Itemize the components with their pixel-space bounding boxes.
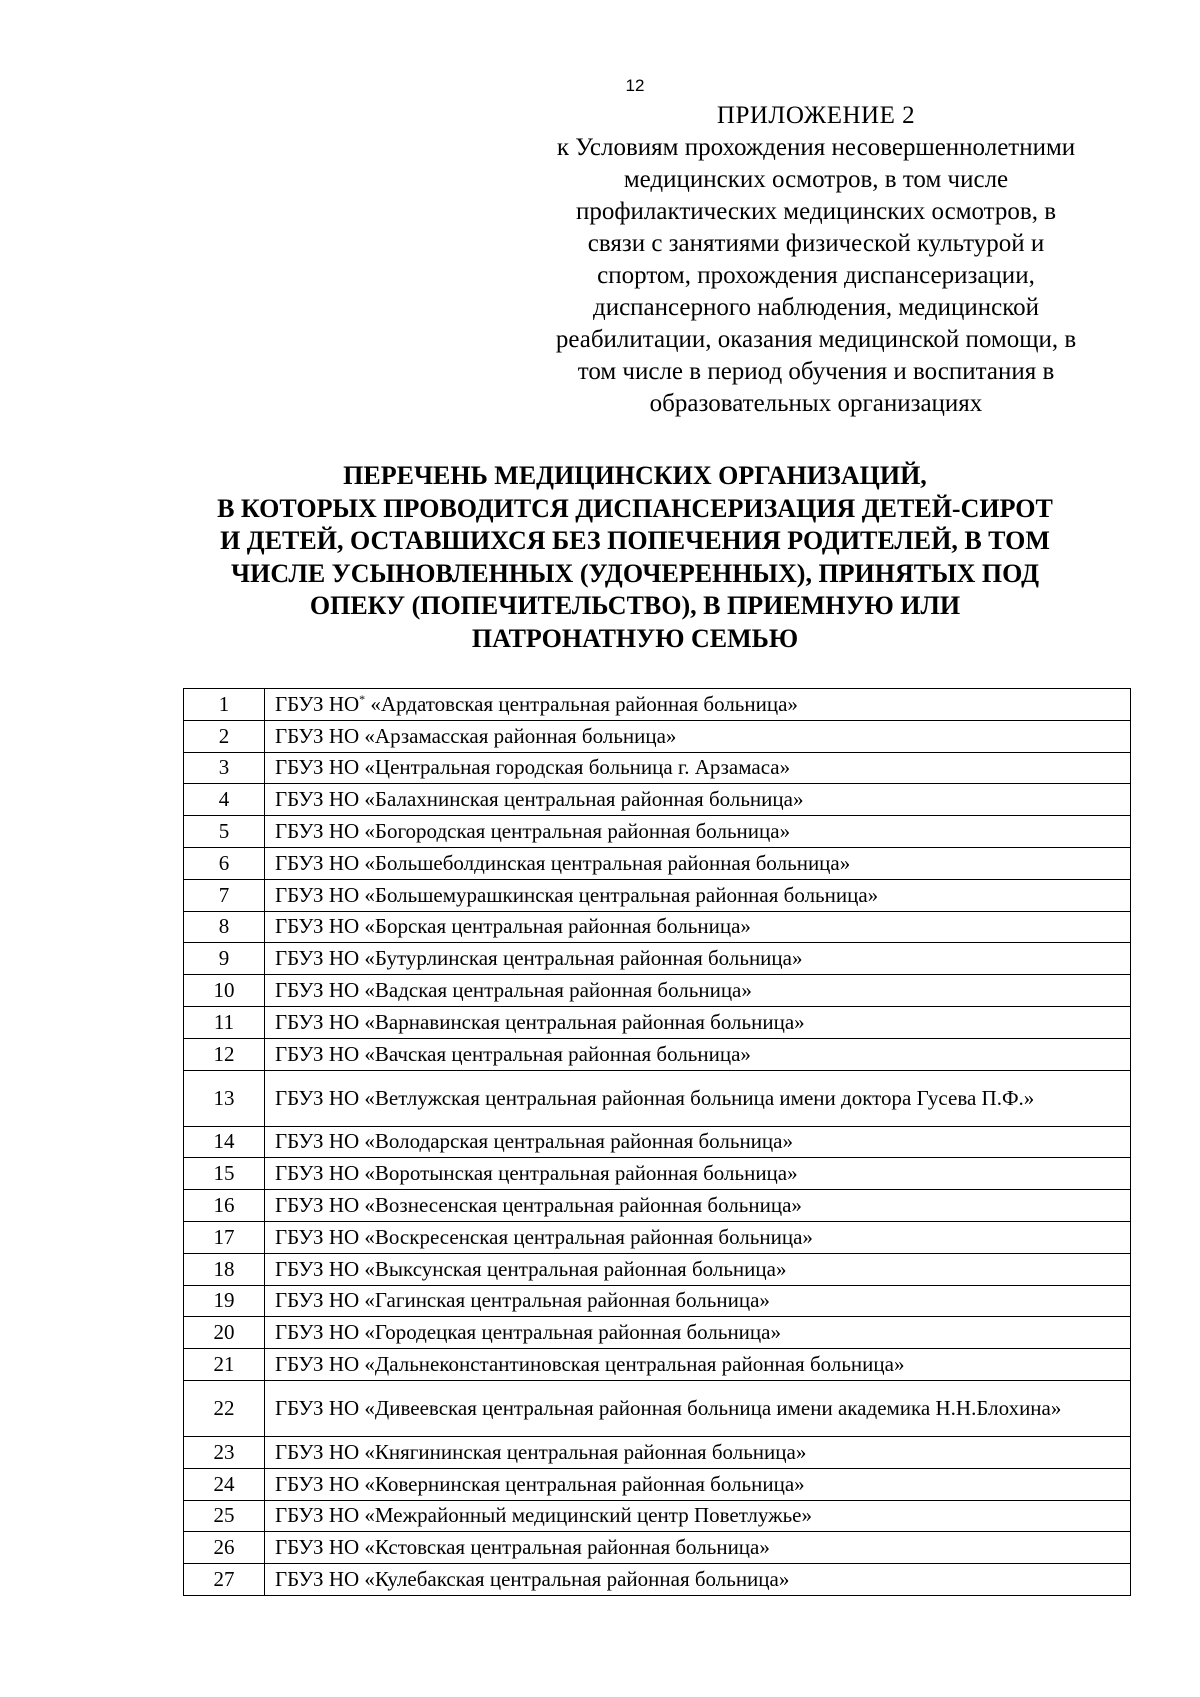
- table-row: [184, 720, 1131, 752]
- organization-name: ГБУЗ НО «Дивеевская центральная районная больница имени академика Н.Н.Блохина»: [265, 1380, 1131, 1436]
- table-row: [184, 816, 1131, 848]
- table-row: [184, 1500, 1131, 1532]
- table-row: [184, 1285, 1131, 1317]
- table-row: [184, 784, 1131, 816]
- row-number: 11: [184, 1006, 265, 1038]
- table-row: [184, 1317, 1131, 1349]
- appendix-header: [516, 100, 1116, 420]
- table-row: [184, 1038, 1131, 1070]
- appendix-title: ПРИЛОЖЕНИЕ 2: [716, 102, 916, 129]
- row-number: 26: [184, 1532, 265, 1564]
- organization-name: ГБУЗ НО «Арзамасская районная больница»: [265, 720, 1131, 752]
- organization-name: ГБУЗ НО «Володарская центральная районная больница»: [265, 1126, 1131, 1158]
- title-line: ЧИСЛЕ УСЫНОВЛЕННЫХ (УДОЧЕРЕННЫХ), ПРИНЯТЫХ ПОД: [231, 558, 1039, 588]
- appendix-line: профилактических медицинских осмотров, в: [575, 198, 1057, 225]
- organization-name: ГБУЗ НО «Вознесенская центральная районная больница»: [265, 1190, 1131, 1222]
- table-row: [184, 879, 1131, 911]
- table-row: [184, 1070, 1131, 1126]
- appendix-line: связи с занятиями физической культурой и: [587, 230, 1045, 257]
- table-row: [184, 975, 1131, 1007]
- organization-name: ГБУЗ НО «Балахнинская центральная районная больница»: [265, 784, 1131, 816]
- title-line: В КОТОРЫХ ПРОВОДИТСЯ ДИСПАНСЕРИЗАЦИЯ ДЕТЕЙ-СИРОТ: [217, 493, 1053, 523]
- title-line: И ДЕТЕЙ, ОСТАВШИХСЯ БЕЗ ПОПЕЧЕНИЯ РОДИТЕЛЕЙ, В ТОМ: [220, 526, 1050, 555]
- row-number: 7: [184, 879, 265, 911]
- appendix-line: медицинских осмотров, в том числе: [623, 166, 1009, 193]
- row-number: 17: [184, 1221, 265, 1253]
- table-row: [184, 1532, 1131, 1564]
- appendix-line: диспансерного наблюдения, медицинской: [592, 294, 1039, 321]
- organization-name: ГБУЗ НО «Ветлужская центральная районная больница имени доктора Гусева П.Ф.»: [265, 1070, 1131, 1126]
- organization-name: ГБУЗ НО «Борская центральная районная больница»: [265, 911, 1131, 943]
- organization-name: ГБУЗ НО «Варнавинская центральная районная больница»: [265, 1006, 1131, 1038]
- page-number: 12: [625, 76, 645, 95]
- row-number: 2: [184, 720, 265, 752]
- document-title: [100, 460, 1170, 655]
- table-row: [184, 847, 1131, 879]
- organization-name: ГБУЗ НО «Центральная городская больница г. Арзамаса»: [265, 752, 1131, 784]
- row-number: 9: [184, 943, 265, 975]
- table-row: [184, 1221, 1131, 1253]
- row-number: 4: [184, 784, 265, 816]
- footnote-mark: *: [359, 691, 366, 706]
- organization-name: ГБУЗ НО «Выксунская центральная районная больница»: [265, 1253, 1131, 1285]
- row-number: 19: [184, 1285, 265, 1317]
- organization-name: ГБУЗ НО «Вадская центральная районная больница»: [265, 975, 1131, 1007]
- table-row: [184, 1436, 1131, 1468]
- organization-name: ГБУЗ НО «Кстовская центральная районная больница»: [265, 1532, 1131, 1564]
- organization-name: ГБУЗ НО «Межрайонный медицинский центр Поветлужье»: [265, 1500, 1131, 1532]
- organization-name: ГБУЗ НО «Большемурашкинская центральная районная больница»: [265, 879, 1131, 911]
- appendix-line: спортом, прохождения диспансеризации,: [597, 262, 1035, 289]
- title-line: ПЕРЕЧЕНЬ МЕДИЦИНСКИХ ОРГАНИЗАЦИЙ,: [343, 461, 927, 490]
- appendix-line: образовательных организациях: [649, 390, 983, 417]
- row-number: 3: [184, 752, 265, 784]
- organization-name: ГБУЗ НО «Вачская центральная районная больница»: [265, 1038, 1131, 1070]
- organization-name: ГБУЗ НО «Воротынская центральная районная больница»: [265, 1158, 1131, 1190]
- row-number: 23: [184, 1436, 265, 1468]
- row-number: 16: [184, 1190, 265, 1222]
- table-row: [184, 911, 1131, 943]
- row-number: 14: [184, 1126, 265, 1158]
- table-row: [184, 1564, 1131, 1596]
- organizations-table-body: [184, 689, 1131, 1596]
- title-line: ОПЕКУ (ПОПЕЧИТЕЛЬСТВО), В ПРИЕМНУЮ ИЛИ: [309, 591, 961, 620]
- table-row: [184, 943, 1131, 975]
- organization-name: ГБУЗ НО «Воскресенская центральная районная больница»: [265, 1221, 1131, 1253]
- row-number: 24: [184, 1468, 265, 1500]
- table-row: [184, 689, 1131, 721]
- organization-name: ГБУЗ НО «Городецкая центральная районная больница»: [265, 1317, 1131, 1349]
- table-row: [184, 1158, 1131, 1190]
- table-row: [184, 1126, 1131, 1158]
- row-number: 1: [184, 689, 265, 721]
- table-row: [184, 1349, 1131, 1381]
- row-number: 13: [184, 1070, 265, 1126]
- table-row: [184, 1468, 1131, 1500]
- row-number: 27: [184, 1564, 265, 1596]
- row-number: 6: [184, 847, 265, 879]
- row-number: 20: [184, 1317, 265, 1349]
- table-row: [184, 1190, 1131, 1222]
- title-line: ПАТРОНАТНУЮ СЕМЬЮ: [471, 623, 799, 653]
- appendix-line: к Условиям прохождения несовершеннолетними: [556, 134, 1076, 161]
- organization-name: ГБУЗ НО «Дальнеконстантиновская центральная районная больница»: [265, 1349, 1131, 1381]
- table-row: [184, 1380, 1131, 1436]
- row-number: 22: [184, 1380, 265, 1436]
- organization-name: ГБУЗ НО «Гагинская центральная районная больница»: [265, 1285, 1131, 1317]
- table-row: [184, 1006, 1131, 1038]
- row-number: 25: [184, 1500, 265, 1532]
- row-number: 5: [184, 816, 265, 848]
- appendix-line: реабилитации, оказания медицинской помощи, в: [555, 326, 1077, 353]
- row-number: 8: [184, 911, 265, 943]
- row-number: 12: [184, 1038, 265, 1070]
- organization-name: ГБУЗ НО «Княгининская центральная районная больница»: [265, 1436, 1131, 1468]
- organizations-table: [183, 688, 1131, 1596]
- organization-name: ГБУЗ НО «Бутурлинская центральная районная больница»: [265, 943, 1131, 975]
- row-number: 10: [184, 975, 265, 1007]
- row-number: 15: [184, 1158, 265, 1190]
- row-number: 18: [184, 1253, 265, 1285]
- row-number: 21: [184, 1349, 265, 1381]
- organization-title: «Ардатовская центральная районная больница»: [365, 691, 798, 716]
- organization-name: ГБУЗ НО «Большеболдинская центральная районная больница»: [265, 847, 1131, 879]
- organization-name: ГБУЗ НО «Богородская центральная районная больница»: [265, 816, 1131, 848]
- appendix-line: том числе в период обучения и воспитания в: [577, 358, 1055, 385]
- table-row: [184, 1253, 1131, 1285]
- table-row: [184, 752, 1131, 784]
- organization-name: ГБУЗ НО «Кулебакская центральная районная больница»: [265, 1564, 1131, 1596]
- organization-name: ГБУЗ НО «Ковернинская центральная районная больница»: [265, 1468, 1131, 1500]
- organization-name: [265, 689, 1131, 721]
- organization-prefix: ГБУЗ НО: [275, 691, 360, 716]
